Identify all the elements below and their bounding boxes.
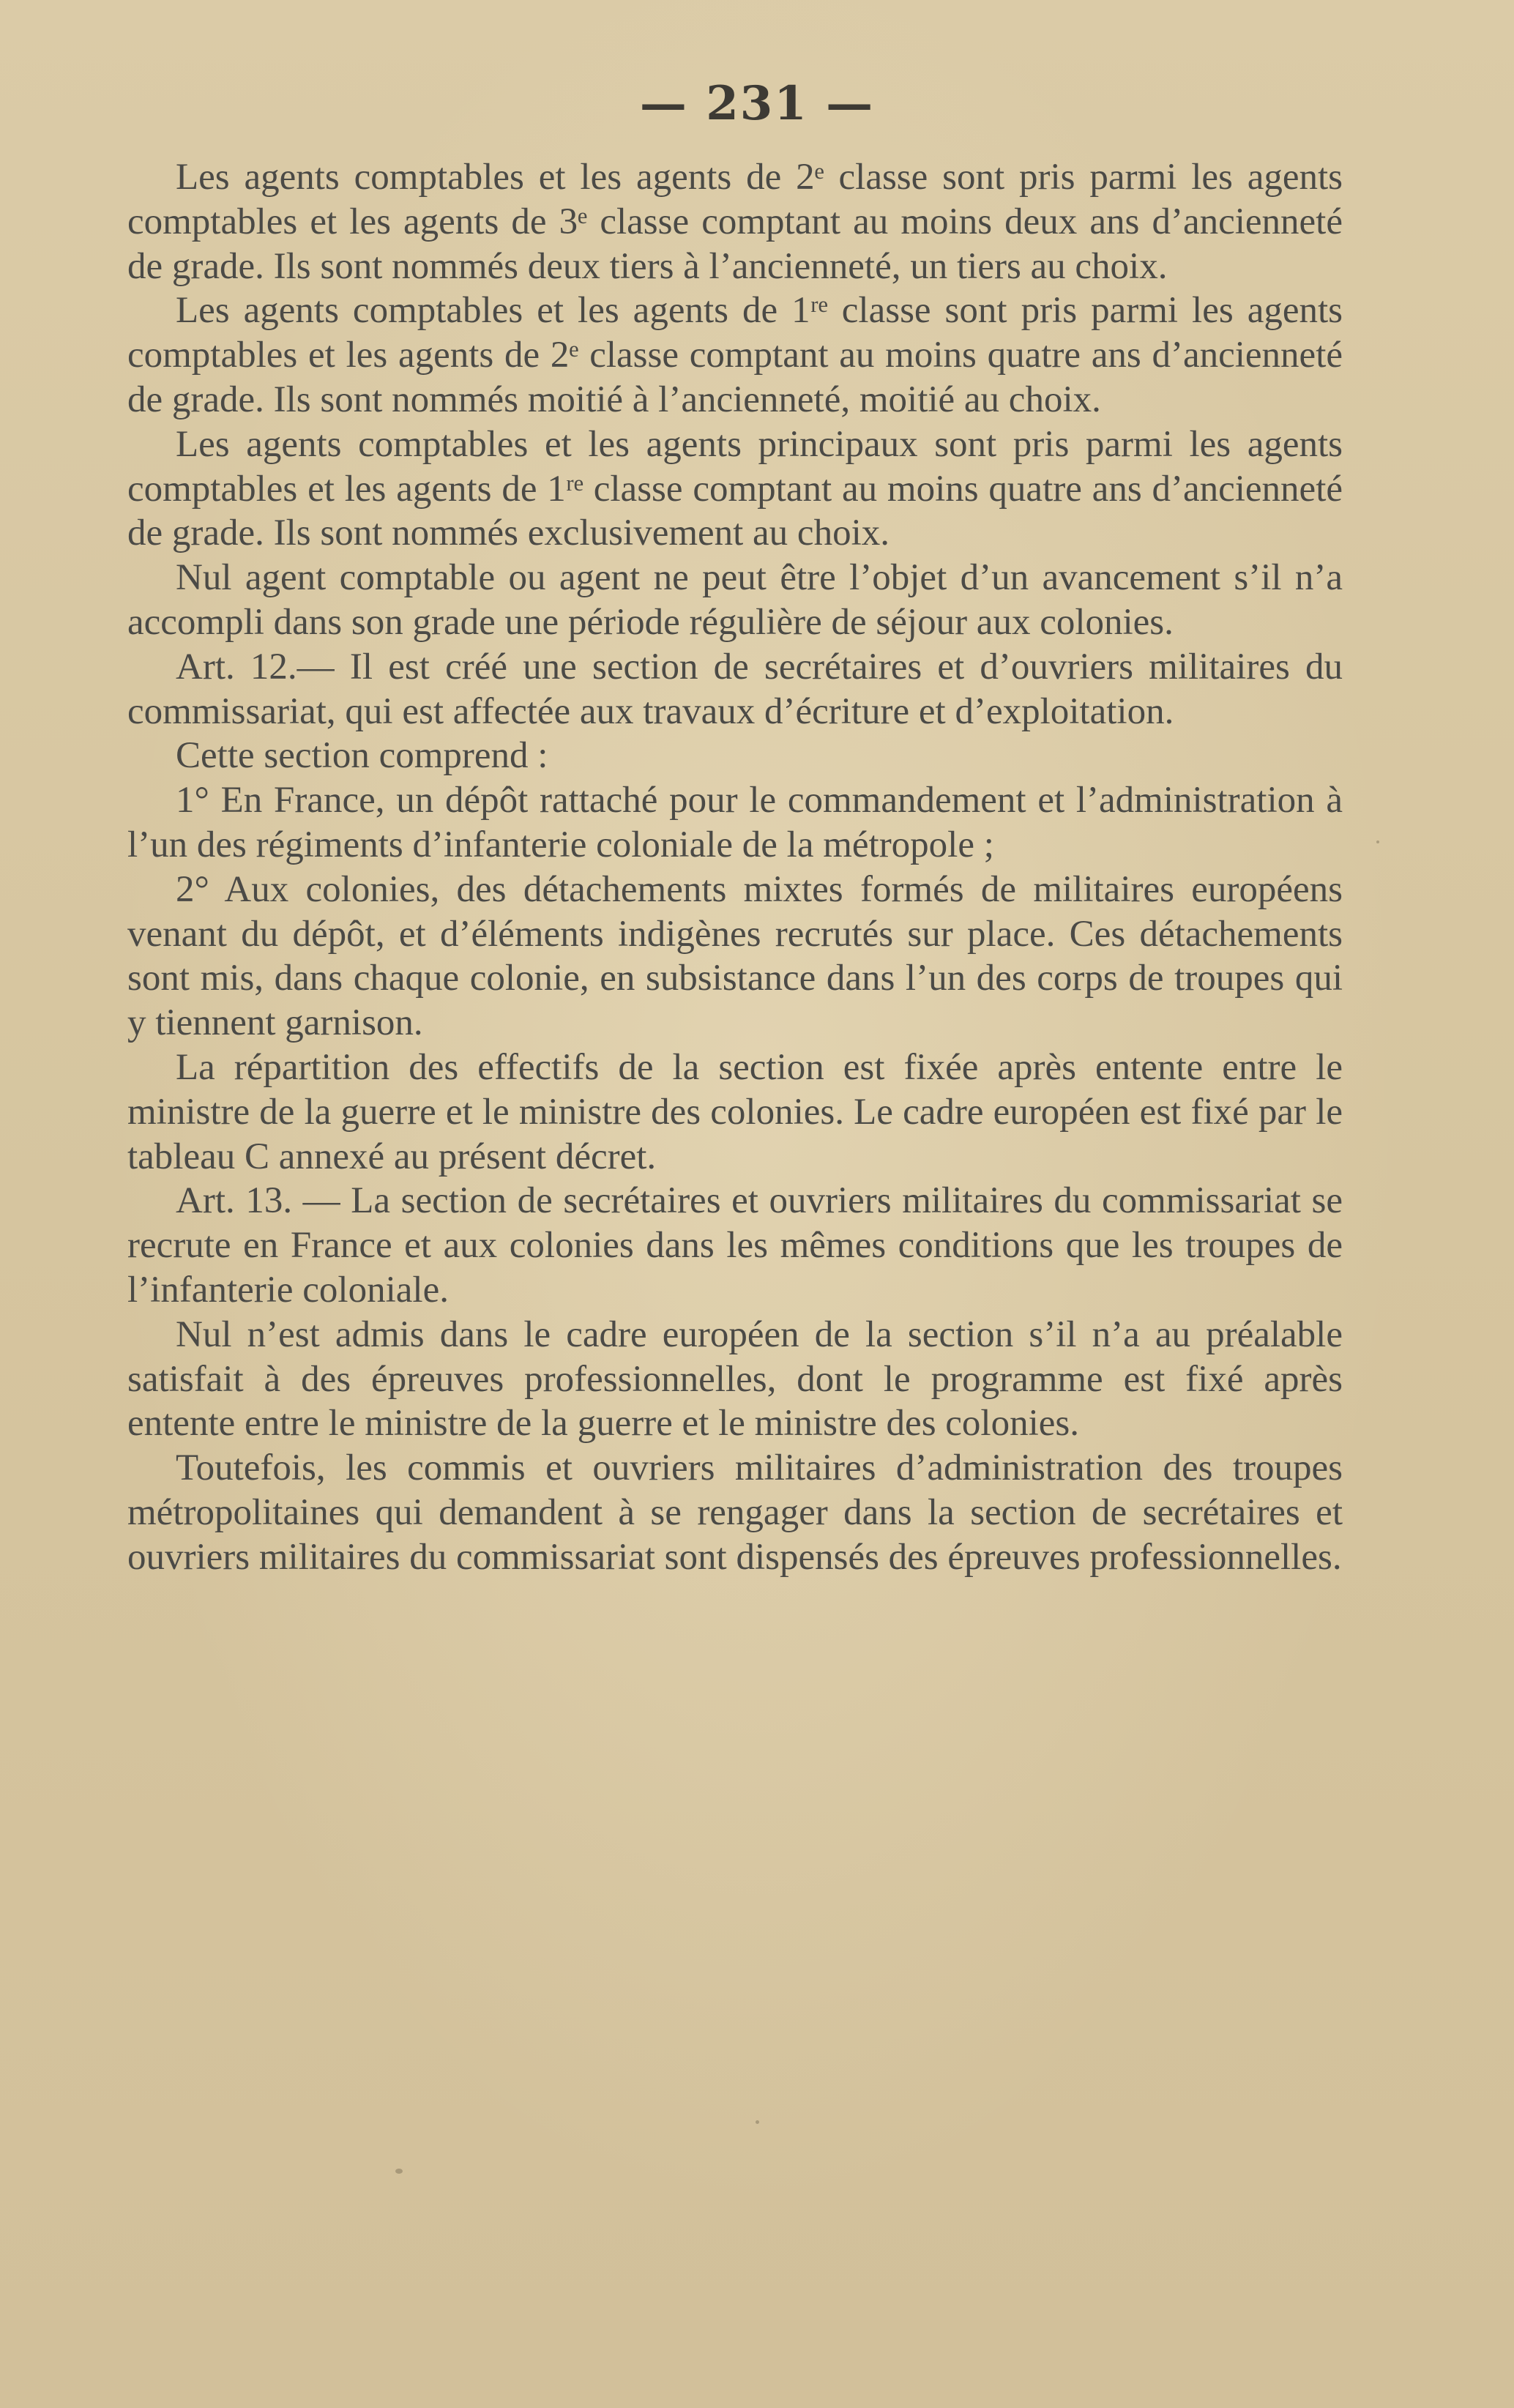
paragraph-8: 2° Aux colonies, des détachements mixtes formés de militaires européens venant du dépôt, et d’éléments indigènes recrutés sur place. Ces détachements sont mis, dans chaque colonie, en subsistance dans l’un des corps de troupes qui y tiennent garnison. bbox=[127, 868, 1343, 1044]
paragraph-3: Les agents comptables et les agents principaux sont pris parmi les agents comptables et les agents de 1ʳᵉ classe comptant au moins quatre ans d’ancienneté de grade. Ils sont nommés exclusivement au choix. bbox=[127, 423, 1343, 554]
paragraph-7: 1° En France, un dépôt rattaché pour le commandement et l’administration à l’un des régiments d’infanterie coloniale de la métropole ; bbox=[127, 780, 1343, 865]
paper-speck bbox=[1376, 840, 1379, 843]
paragraph-2: Les agents comptables et les agents de 1ʳᵉ classe sont pris parmi les agents comptables et les agents de 2ᵉ classe comptant au moins quatre ans d’ancienneté de grade. Ils sont nommés moitié à l’ancienneté, moitié au choix. bbox=[127, 290, 1343, 420]
paper-speck bbox=[395, 2169, 403, 2174]
paper-speck bbox=[756, 2120, 759, 2124]
paragraph-12: Toutefois, les commis et ouvriers militaires d’administration des troupes métropolitaines qui demandent à se rengager dans la section de secrétaires et ouvriers militaires du commissariat sont dispensés des épreuves professionnelles. bbox=[127, 1447, 1343, 1578]
paragraph-4: Nul agent comptable ou agent ne peut être l’objet d’un avancement s’il n’a accompli dans son grade une période régulière de séjour aux colonies. bbox=[127, 557, 1343, 643]
paragraph-article-13: Art. 13. — La section de secrétaires et ouvriers militaires du commissariat se recrute en France et aux colonies dans les mêmes conditions que les troupes de l’infanterie coloniale. bbox=[127, 1180, 1343, 1311]
paragraph-6: Cette section comprend : bbox=[176, 735, 548, 777]
paragraph-1: Les agents comptables et les agents de 2ᵉ classe sont pris parmi les agents comptables et les agents de 3ᵉ classe comptant au moins deux ans d’ancienneté de grade. Ils sont nommés deux tiers à l’ancienneté, un tiers au choix. bbox=[127, 157, 1343, 287]
body-text bbox=[127, 155, 1343, 1580]
page-number: — 231 — bbox=[639, 76, 875, 131]
paragraph-9: La répartition des effectifs de la section est fixée après entente entre le ministre de la guerre et le ministre des colonies. Le cadre européen est fixé par le tableau C annexé au présent décret. bbox=[127, 1046, 1343, 1177]
paragraph-11: Nul n’est admis dans le cadre européen de la section s’il n’a au préalable satisfait à des épreuves professionnelles, dont le programme est fixé après entente entre le ministre de la guerre et le ministre des colonies. bbox=[127, 1313, 1343, 1445]
paragraph-article-12: Art. 12.— Il est créé une section de secrétaires et d’ouvriers militaires du commissariat, qui est affectée aux travaux d’écriture et d’exploitation. bbox=[127, 646, 1343, 732]
